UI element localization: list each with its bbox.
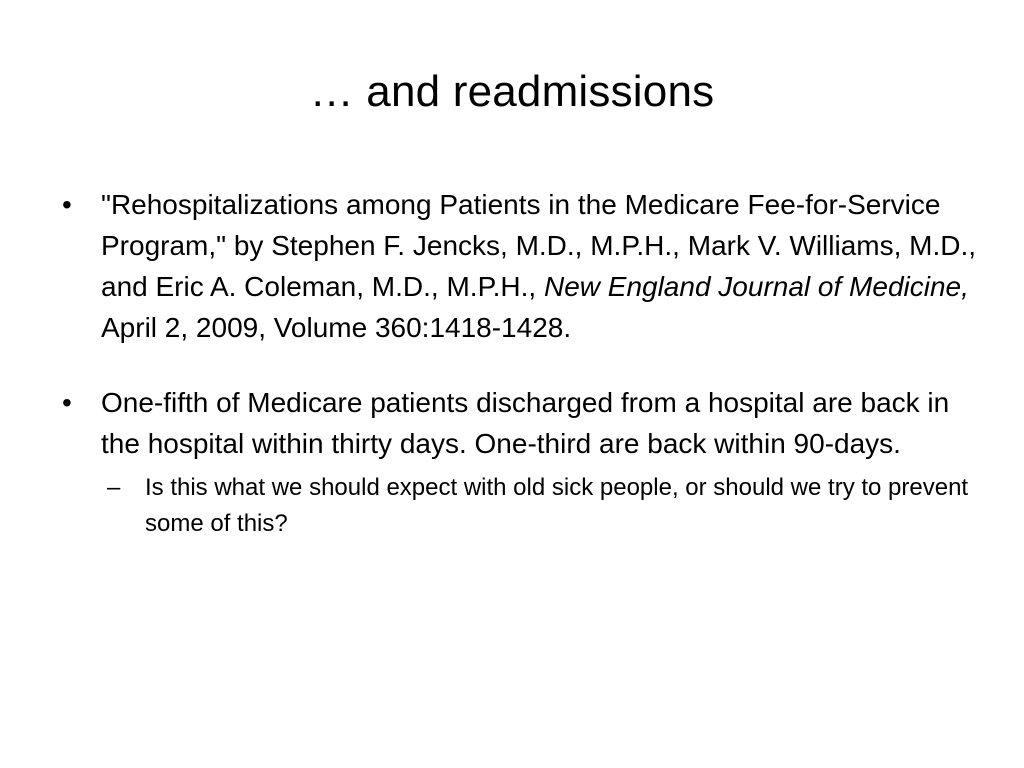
bullet-readmission-stats [62, 382, 982, 464]
bullet-citation [62, 184, 982, 348]
citation-details: April 2, 2009, Volume 360:1418-1428. [101, 312, 572, 343]
question-text: Is this what we should expect with old sick people, or should we try to prevent some of this? [145, 474, 969, 537]
bullet-marker: • [62, 387, 72, 418]
journal-name: New England Journal of Medicine, [543, 271, 969, 302]
sub-bullet-marker: – [107, 474, 121, 501]
bullet-marker: • [62, 189, 72, 220]
readmission-stats-text: One-fifth of Medicare patients discharged from a hospital are back in the hospital within thirty days. One-third are back within 90-days. [101, 387, 950, 459]
slide-body [62, 184, 982, 542]
sub-bullet-question [107, 470, 982, 542]
slide-title: … and readmissions [309, 67, 715, 116]
citation-text: "Rehospitalizations among Patients in the Medicare Fee-for-Service Program," by Stephen F. Jencks, M.D., M.P.H., Mark V. Williams, M.D., and Eric A. Coleman, M.D., M.P.H., [101, 189, 977, 302]
